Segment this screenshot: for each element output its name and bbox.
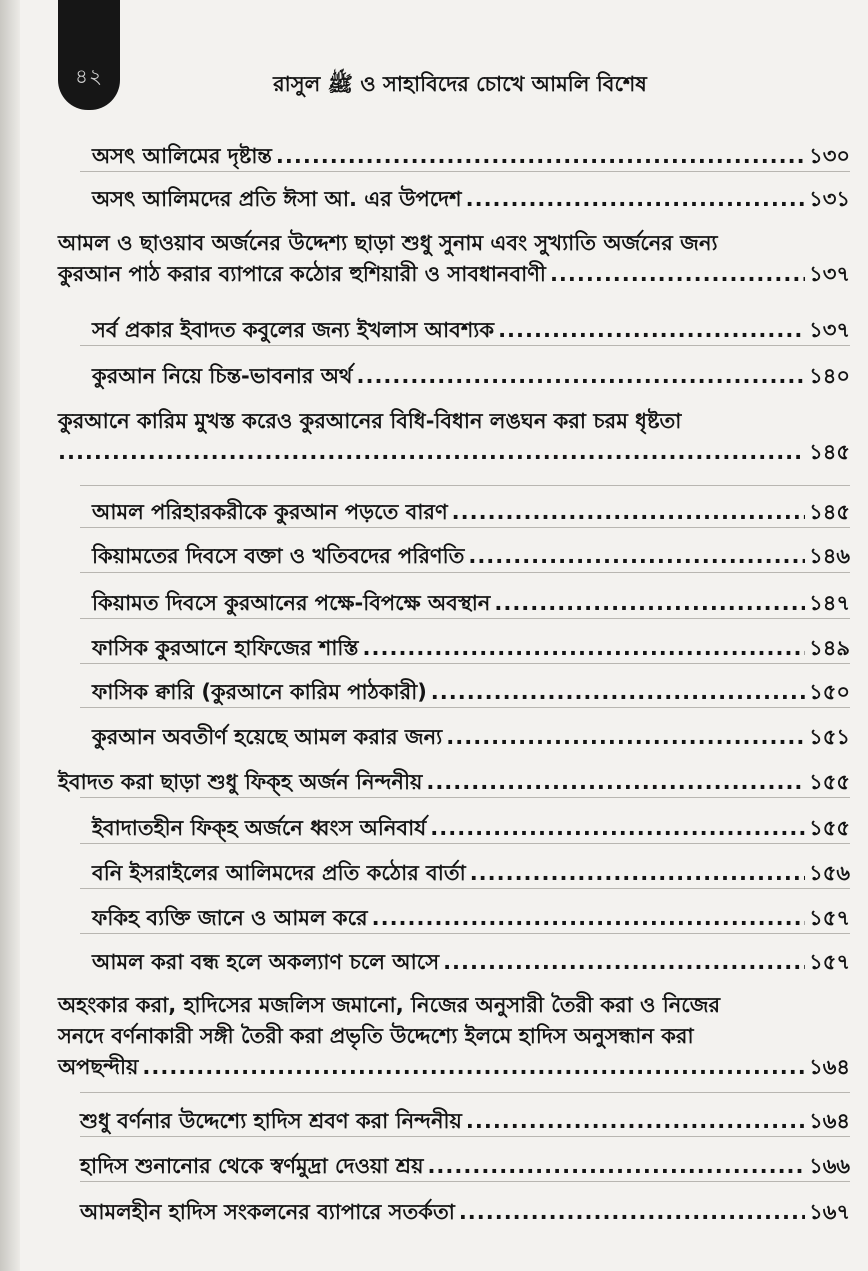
- toc-entry-title: কুরআন অবতীর্ণ হয়েছে আমল করার জন্য: [92, 725, 443, 749]
- toc-entry-title-line: সনদে বর্ণনাকারী সঙ্গী তৈরী করা প্রভৃতি উদ্দেশ্যে ইলমে হাদিস অনুসন্ধান করা: [58, 1024, 694, 1048]
- toc-entry: [92, 721, 850, 756]
- toc-entry: [92, 812, 850, 847]
- toc-entry-title: ফাসিক ক্বারি (কুরআনে কারিম পাঠকারী): [92, 680, 427, 704]
- toc-entry-page: ১৪৯: [809, 636, 850, 660]
- toc-entry-page: ১৫৭: [809, 906, 850, 930]
- toc-entry-title-line: অপছন্দীয়: [58, 1055, 139, 1079]
- row-divider: [80, 1136, 850, 1137]
- toc-entry: [92, 902, 850, 937]
- toc-entry: [92, 140, 850, 175]
- row-divider: [80, 797, 850, 798]
- toc-entry-title: কুরআন নিয়ে চিন্ত-ভাবনার অর্থ: [92, 364, 353, 388]
- toc-entry-page: ১৫০: [809, 680, 850, 704]
- dot-leader: [452, 500, 805, 524]
- toc-entry-page: ১৫৫: [809, 770, 850, 794]
- dot-leader: [363, 636, 806, 660]
- toc-entry-page: ১৬৬: [809, 1154, 850, 1178]
- dot-leader: [276, 144, 805, 168]
- toc-section-heading: [58, 406, 850, 468]
- dot-leader: [58, 437, 805, 468]
- toc-entry-title: হাদিস শুনানোর থেকে স্বর্ণমুদ্রা দেওয়া শ্রয়: [80, 1154, 424, 1178]
- toc-entry-title: বনি ইসরাইলের আলিমদের প্রতি কঠোর বার্তা: [92, 861, 466, 885]
- dot-leader: [356, 364, 805, 388]
- toc-entry: [92, 632, 850, 667]
- dot-leader: [468, 544, 805, 568]
- page-number: ৪২: [75, 64, 103, 88]
- dot-leader: [426, 770, 805, 794]
- toc-entry-title-line: কুরআন পাঠ করার ব্যাপারে কঠোর হুশিয়ারী ও সাবধানবাণী: [58, 262, 546, 286]
- toc-entry-page: ১৫৭: [809, 950, 850, 974]
- toc-entry-page: ১৩১: [809, 187, 850, 211]
- dot-leader: [142, 1052, 805, 1083]
- toc-entry: [92, 676, 850, 711]
- dot-leader: [446, 725, 805, 749]
- toc-entry-title: ফকিহ ব্যক্তি জানে ও আমল করে: [92, 906, 368, 930]
- dot-leader: [427, 1154, 805, 1178]
- toc-entry-title: ইবাদত করা ছাড়া শুধু ফিক্‌হ অর্জন নিন্দনীয়: [58, 770, 423, 794]
- toc-entry-title: ফাসিক কুরআনে হাফিজের শাস্তি: [92, 636, 359, 660]
- toc-entry-title: অসৎ আলিমদের প্রতি ঈসা আ. এর উপদেশ: [92, 187, 462, 211]
- toc-section-heading: [58, 766, 850, 801]
- toc-entry-title: আমল পরিহারকরীকে কুরআন পড়তে বারণ: [92, 500, 448, 524]
- toc-entry-page: ১৩৭: [809, 262, 850, 286]
- toc-entry: [80, 1196, 850, 1231]
- toc-entry: [92, 496, 850, 531]
- row-divider: [80, 171, 850, 172]
- toc-entry: [92, 314, 850, 349]
- toc-entry: [92, 946, 850, 981]
- toc-entry-page: ১৪৬: [809, 544, 850, 568]
- toc-entry-title: ইবাদাতহীন ফিক্‌হ অর্জনে ধ্বংস অনিবার্য: [92, 816, 427, 840]
- toc-section-heading: [58, 990, 850, 1083]
- row-divider: [80, 933, 850, 934]
- toc-entry-page: ১৩৭: [809, 318, 850, 342]
- toc-entry-page: ১৬৪: [809, 1109, 850, 1133]
- row-divider: [80, 527, 850, 528]
- toc-entry-page: ১৩০: [809, 144, 850, 168]
- toc-section-heading: [58, 228, 850, 290]
- row-divider: [80, 1092, 850, 1093]
- toc-entry-page: ১৫১: [809, 725, 850, 749]
- toc-entry-page: ১৪৫: [809, 440, 850, 464]
- dot-leader: [443, 950, 805, 974]
- row-divider: [80, 618, 850, 619]
- row-divider: [80, 843, 850, 844]
- toc-entry-page: ১৪৫: [809, 500, 850, 524]
- toc-entry-page: ১৪০: [809, 364, 850, 388]
- dot-leader: [494, 591, 805, 615]
- toc-entry-page: ১৬৪: [809, 1055, 850, 1079]
- dot-leader: [431, 680, 805, 704]
- toc-entry-page: ১৫৬: [809, 861, 850, 885]
- toc-entry: [92, 360, 850, 395]
- toc-entry-title-line: অহংকার করা, হাদিসের মজলিস জমানো, নিজের অনুসারী তৈরী করা ও নিজের: [58, 993, 721, 1017]
- toc-entry: [92, 857, 850, 892]
- row-divider: [80, 888, 850, 889]
- dot-leader: [430, 816, 805, 840]
- toc-entry: [80, 1105, 850, 1140]
- row-divider: [80, 663, 850, 664]
- toc-entry: [92, 183, 850, 218]
- dot-leader: [466, 187, 805, 211]
- toc-entry-page: ১৬৭: [809, 1200, 850, 1224]
- dot-leader: [470, 861, 805, 885]
- dot-leader: [372, 906, 805, 930]
- toc-entry: [92, 587, 850, 622]
- row-divider: [80, 1181, 850, 1182]
- toc-entry-title-line: কুরআনে কারিম মুখস্ত করেও কুরআনের বিধি-বিধান লঙঘন করা চরম ধৃষ্টতা: [58, 409, 682, 433]
- toc-entry-title: আমলহীন হাদিস সংকলনের ব্যাপারে সতর্কতা: [80, 1200, 455, 1224]
- toc-entry-title: কিয়ামত দিবসে কুরআনের পক্ষে-বিপক্ষে অবস্থান: [92, 591, 491, 615]
- dot-leader: [466, 1109, 805, 1133]
- toc-entry-title: কিয়ামতের দিবসে বক্তা ও খতিবদের পরিণতি: [92, 544, 465, 568]
- dot-leader: [498, 318, 805, 342]
- row-divider: [80, 345, 850, 346]
- dot-leader: [459, 1200, 805, 1224]
- toc-entry: [92, 540, 850, 575]
- row-divider: [80, 572, 850, 573]
- toc-entry-title: আমল করা বন্ধ হলে অকল্যাণ চলে আসে: [92, 950, 440, 974]
- toc-entry-page: ১৪৭: [809, 591, 850, 615]
- row-divider: [80, 485, 850, 486]
- toc-entry: [80, 1150, 850, 1185]
- toc-entry-page: ১৫৫: [809, 816, 850, 840]
- toc-entry-title: সর্ব প্রকার ইবাদত কবুলের জন্য ইখলাস আবশ্যক: [92, 318, 495, 342]
- running-head-title: রাসুল ﷺ ও সাহাবিদের চোখে আমলি বিশেষ: [273, 71, 647, 96]
- toc-entry-title: শুধু বর্ণনার উদ্দেশ্যে হাদিস শ্রবণ করা নিন্দনীয়: [80, 1109, 462, 1133]
- toc-entry-title: অসৎ আলিমের দৃষ্টান্ত: [92, 144, 272, 168]
- toc-entry-title-line: আমল ও ছাওয়াব অর্জনের উদ্দেশ্য ছাড়া শুধু সুনাম এবং সুখ্যাতি অর্জনের জন্য: [58, 231, 718, 255]
- dot-leader: [550, 259, 805, 290]
- row-divider: [80, 707, 850, 708]
